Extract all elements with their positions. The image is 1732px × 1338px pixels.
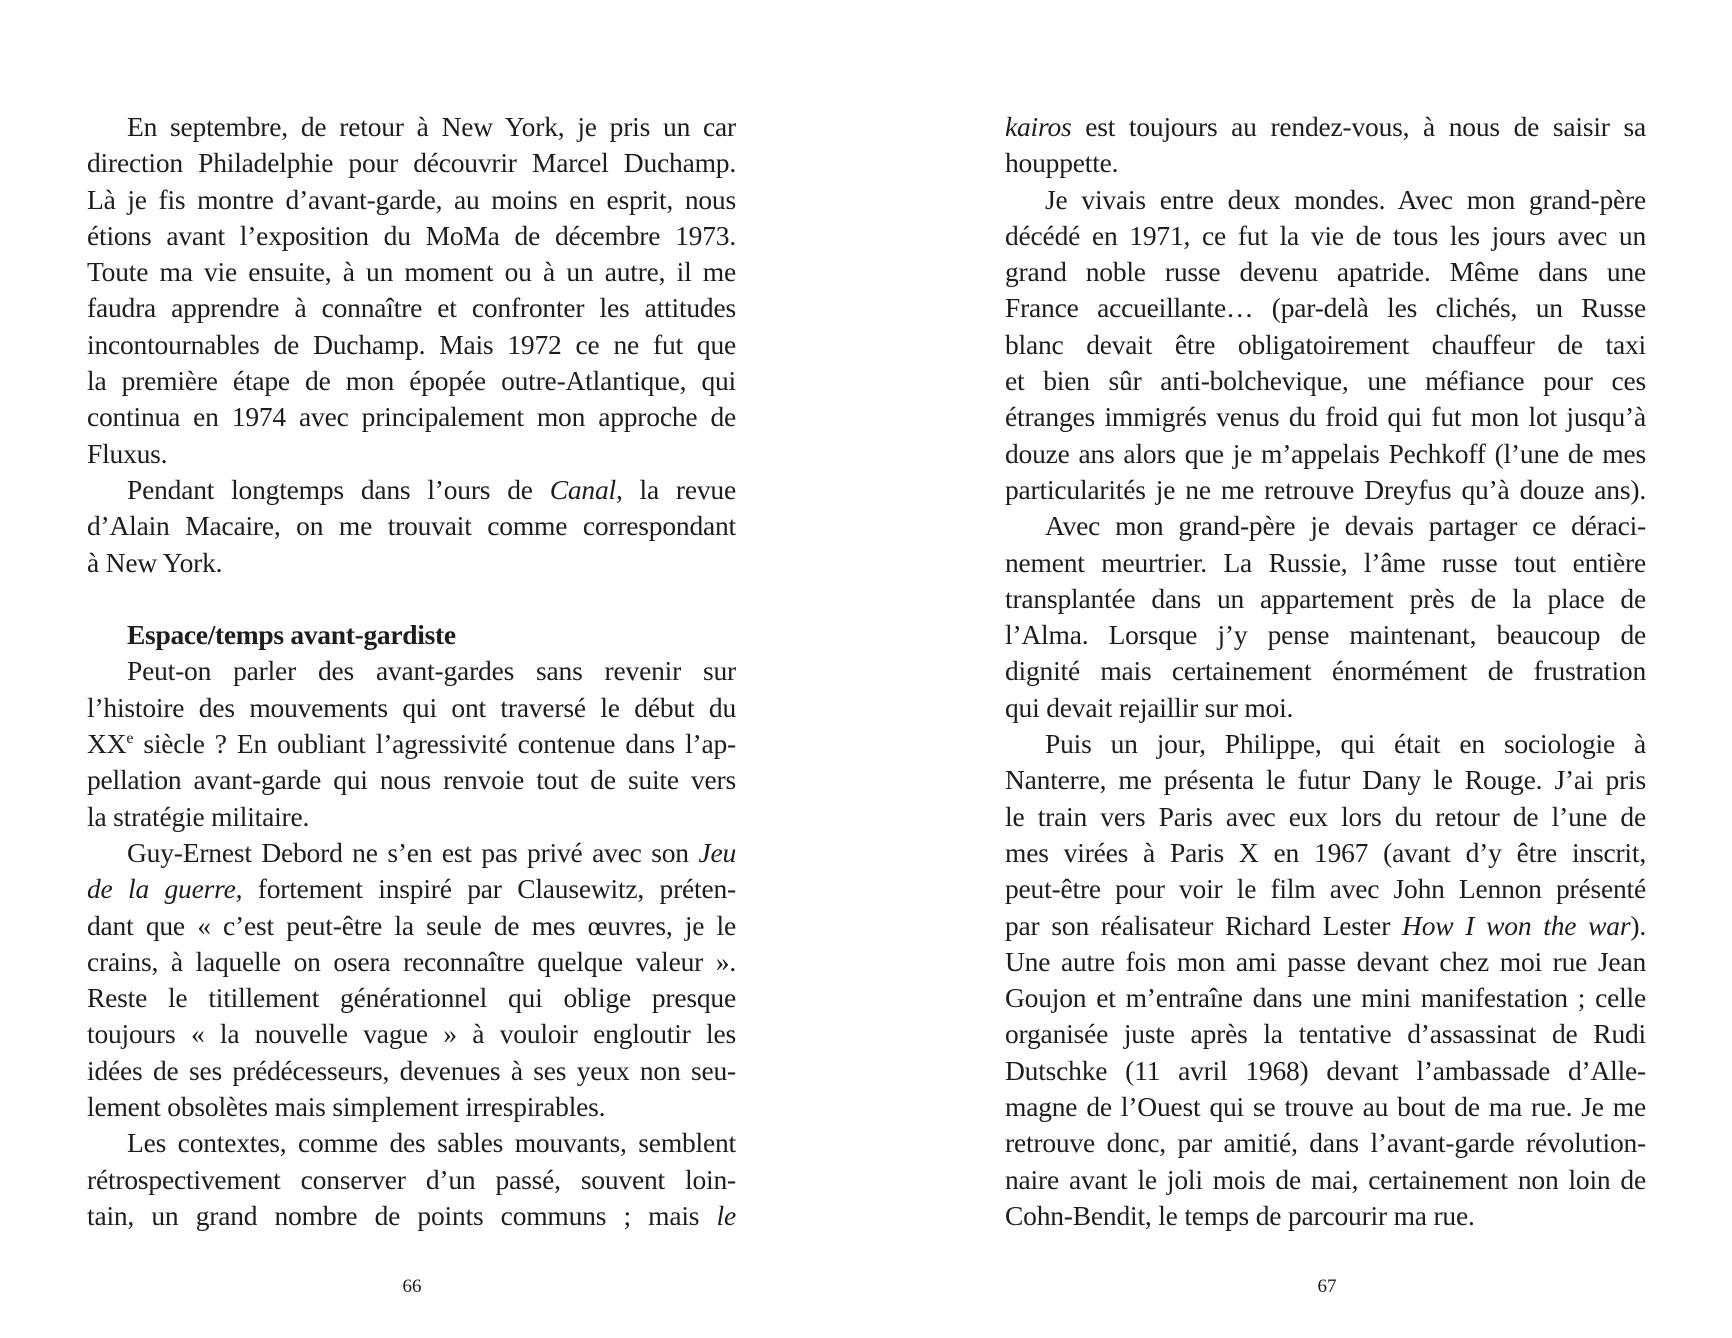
text-segment: pellation avant-garde qui nous renvoie tout de suite vers xyxy=(87,764,736,796)
text-segment: direction Philadelphie pour découvrir Marcel Duchamp. xyxy=(87,147,736,179)
text-segment: Dutschke (11 avril 1968) devant l’ambassade d’Alle- xyxy=(1005,1054,1646,1086)
text-segment: d’Alain Macaire, on me trouvait comme correspondant xyxy=(87,510,736,542)
text-segment: douze ans alors que je m’appelais Pechkoff (l’une de mes xyxy=(1005,437,1646,469)
text-line xyxy=(1005,944,1646,980)
section-heading xyxy=(87,617,736,653)
text-segment: Je vivais entre deux mondes. Avec mon grand-père xyxy=(1045,183,1646,215)
right-page xyxy=(866,0,1732,1338)
text-line xyxy=(1005,399,1646,435)
italic-text: le xyxy=(716,1199,736,1231)
text-line xyxy=(87,290,736,326)
text-segment: Puis un jour, Philippe, qui était en sociologie à xyxy=(1045,728,1646,760)
right-page-text-column xyxy=(1005,109,1646,1234)
text-segment: faudra apprendre à connaître et confronter les attitudes xyxy=(87,292,736,324)
text-line xyxy=(1005,182,1646,218)
text-line xyxy=(87,363,736,399)
left-page-text-column xyxy=(87,109,736,1234)
text-line xyxy=(87,944,736,980)
text-segment: incontournables de Duchamp. Mais 1972 ce ne fut que xyxy=(87,328,736,360)
text-line xyxy=(87,908,736,944)
text-line xyxy=(87,472,736,508)
text-segment: Reste le titillement générationnel qui oblige presque xyxy=(87,982,736,1014)
text-line xyxy=(87,799,736,835)
text-line xyxy=(87,1162,736,1198)
text-line xyxy=(87,726,736,762)
text-line xyxy=(1005,327,1646,363)
italic-text: How I won the war xyxy=(1402,909,1631,941)
text-segment: l’histoire des mouvements qui ont traversé le début du xyxy=(87,691,736,723)
text-line xyxy=(1005,145,1646,181)
text-segment: étranges immigrés venus du froid qui fut mon lot jusqu’à xyxy=(1005,401,1646,433)
text-line xyxy=(1005,363,1646,399)
text-line xyxy=(1005,254,1646,290)
text-line xyxy=(87,254,736,290)
text-segment: tain, un grand nombre de points communs ; mais xyxy=(87,1199,717,1231)
text-segment: le train vers Paris avec eux lors du retour de l’une de xyxy=(1005,800,1646,832)
text-line xyxy=(87,835,736,871)
text-segment: , la revue xyxy=(615,473,736,505)
text-line xyxy=(1005,545,1646,581)
italic-text: de la guerre, xyxy=(87,873,243,905)
text-line xyxy=(87,871,736,907)
text-line xyxy=(1005,218,1646,254)
text-line xyxy=(1005,109,1646,145)
text-segment: blanc devait être obligatoirement chauffeur de taxi xyxy=(1005,328,1646,360)
text-line xyxy=(1005,1198,1646,1234)
text-line xyxy=(87,762,736,798)
text-segment: dignité mais certainement énormément de frustration xyxy=(1005,655,1646,687)
text-segment: est toujours au rendez-vous, à nous de saisir sa xyxy=(1071,111,1646,142)
text-line xyxy=(87,1089,736,1125)
page-number: 67 xyxy=(1317,1276,1337,1297)
text-line xyxy=(1005,871,1646,907)
text-segment: En septembre, de retour à New York, je pris un car xyxy=(127,111,736,142)
text-line xyxy=(87,1016,736,1052)
italic-text: Canal xyxy=(549,473,616,505)
text-segment: Avec mon grand-père je devais partager ce déraci- xyxy=(1045,510,1646,542)
text-segment: Les contextes, comme des sables mouvants, semblent xyxy=(127,1127,736,1159)
text-segment: Guy-Ernest Debord ne s’en est pas privé avec son xyxy=(127,836,699,868)
text-segment: houppette. xyxy=(1005,147,1119,179)
text-segment: à New York. xyxy=(87,546,223,578)
text-segment: et bien sûr anti-bolchevique, une méfiance pour ces xyxy=(1005,365,1646,397)
text-line xyxy=(1005,472,1646,508)
text-line xyxy=(87,545,736,581)
text-line xyxy=(1005,1016,1646,1052)
text-segment: étions avant l’exposition du MoMa de décembre 1973. xyxy=(87,219,736,251)
text-line xyxy=(87,1125,736,1161)
text-segment: mes virées à Paris X en 1967 (avant d’y être inscrit, xyxy=(1005,836,1646,868)
text-segment: crains, à laquelle on osera reconnaître quelque valeur ». xyxy=(87,945,736,977)
text-segment: par son réalisateur Richard Lester xyxy=(1005,909,1403,941)
text-line xyxy=(1005,617,1646,653)
text-segment: siècle ? En oubliant l’agressivité contenue dans l’ap- xyxy=(133,728,736,760)
text-segment: France accueillante… (par-delà les clichés, un Russe xyxy=(1005,292,1646,324)
text-line xyxy=(87,653,736,689)
text-segment: Une autre fois mon ami passe devant chez moi rue Jean xyxy=(1005,945,1646,977)
text-segment: grand noble russe devenu apatride. Même dans une xyxy=(1005,256,1646,288)
text-segment: la première étape de mon épopée outre-Atlantique, qui xyxy=(87,365,736,397)
text-line xyxy=(87,1198,736,1234)
text-segment: XX xyxy=(87,728,127,760)
text-segment: lement obsolètes mais simplement irrespirables. xyxy=(87,1091,606,1123)
text-line xyxy=(87,218,736,254)
text-line xyxy=(1005,762,1646,798)
text-segment: rétrospectivement conserver d’un passé, souvent loin- xyxy=(87,1163,736,1195)
text-segment: Nanterre, me présenta le futur Dany le Rouge. J’ai pris xyxy=(1005,764,1646,796)
text-line xyxy=(1005,508,1646,544)
text-line xyxy=(87,182,736,218)
text-segment: continua en 1974 avec principalement mon approche de xyxy=(87,401,736,433)
text-segment: Espace/temps avant-gardiste xyxy=(127,619,456,651)
text-segment: retrouve donc, par amitié, dans l’avant-garde révolution- xyxy=(1005,1127,1646,1159)
text-line xyxy=(87,327,736,363)
text-segment: décédé en 1971, ce fut la vie de tous les jours avec un xyxy=(1005,219,1646,251)
text-segment: Toute ma vie ensuite, à un moment ou à un autre, il me xyxy=(87,256,736,288)
text-line xyxy=(1005,581,1646,617)
text-line xyxy=(87,1053,736,1089)
text-segment: Fluxus. xyxy=(87,437,168,469)
text-segment: Pendant longtemps dans l’ours de xyxy=(127,473,550,505)
text-line xyxy=(1005,653,1646,689)
text-segment: idées de ses prédécesseurs, devenues à ses yeux non seu- xyxy=(87,1054,736,1086)
text-segment: la stratégie militaire. xyxy=(87,800,310,832)
text-line xyxy=(1005,290,1646,326)
text-line xyxy=(87,436,736,472)
text-segment: Là je fis montre d’avant-garde, au moins en esprit, nous xyxy=(87,183,736,215)
text-segment: Cohn-Bendit, le temps de parcourir ma rue. xyxy=(1005,1199,1475,1231)
text-segment: l’Alma. Lorsque j’y pense maintenant, beaucoup de xyxy=(1005,619,1646,651)
italic-text: kairos xyxy=(1005,111,1072,142)
text-segment: Peut-on parler des avant-gardes sans revenir sur xyxy=(127,655,736,687)
text-line xyxy=(1005,690,1646,726)
text-line xyxy=(87,399,736,435)
text-segment: toujours « la nouvelle vague » à vouloir engloutir les xyxy=(87,1018,736,1050)
page-number: 66 xyxy=(402,1276,422,1297)
text-line xyxy=(87,690,736,726)
text-line xyxy=(87,980,736,1016)
text-segment: peut-être pour voir le film avec John Lennon présenté xyxy=(1005,873,1646,905)
text-line xyxy=(1005,908,1646,944)
text-line xyxy=(87,109,736,145)
text-segment: magne de l’Ouest qui se trouve au bout de ma rue. Je me xyxy=(1005,1091,1646,1123)
text-line xyxy=(1005,436,1646,472)
text-segment: naire avant le joli mois de mai, certainement non loin de xyxy=(1005,1163,1646,1195)
text-line xyxy=(1005,799,1646,835)
text-segment: organisée juste après la tentative d’assassinat de Rudi xyxy=(1005,1018,1646,1050)
text-line xyxy=(87,508,736,544)
text-segment: particularités je ne me retrouve Dreyfus qu’à douze ans). xyxy=(1005,473,1646,505)
text-line xyxy=(1005,980,1646,1016)
italic-text: Jeu xyxy=(698,836,736,868)
text-segment: ). xyxy=(1630,909,1646,941)
superscript: e xyxy=(126,729,134,747)
text-line xyxy=(1005,1089,1646,1125)
text-segment: fortement inspiré par Clausewitz, préten- xyxy=(242,873,736,905)
text-segment: qui devait rejaillir sur moi. xyxy=(1005,691,1294,723)
text-line xyxy=(1005,1125,1646,1161)
text-segment: nement meurtrier. La Russie, l’âme russe tout entière xyxy=(1005,546,1646,578)
text-segment: Goujon et m’entraîne dans une mini manifestation ; celle xyxy=(1005,982,1646,1014)
text-segment: dant que « c’est peut-être la seule de mes œuvres, je le xyxy=(87,909,736,941)
text-line xyxy=(87,145,736,181)
text-line xyxy=(1005,726,1646,762)
text-line xyxy=(1005,1162,1646,1198)
text-line xyxy=(1005,1053,1646,1089)
text-segment: transplantée dans un appartement près de la place de xyxy=(1005,582,1646,614)
text-line xyxy=(1005,835,1646,871)
